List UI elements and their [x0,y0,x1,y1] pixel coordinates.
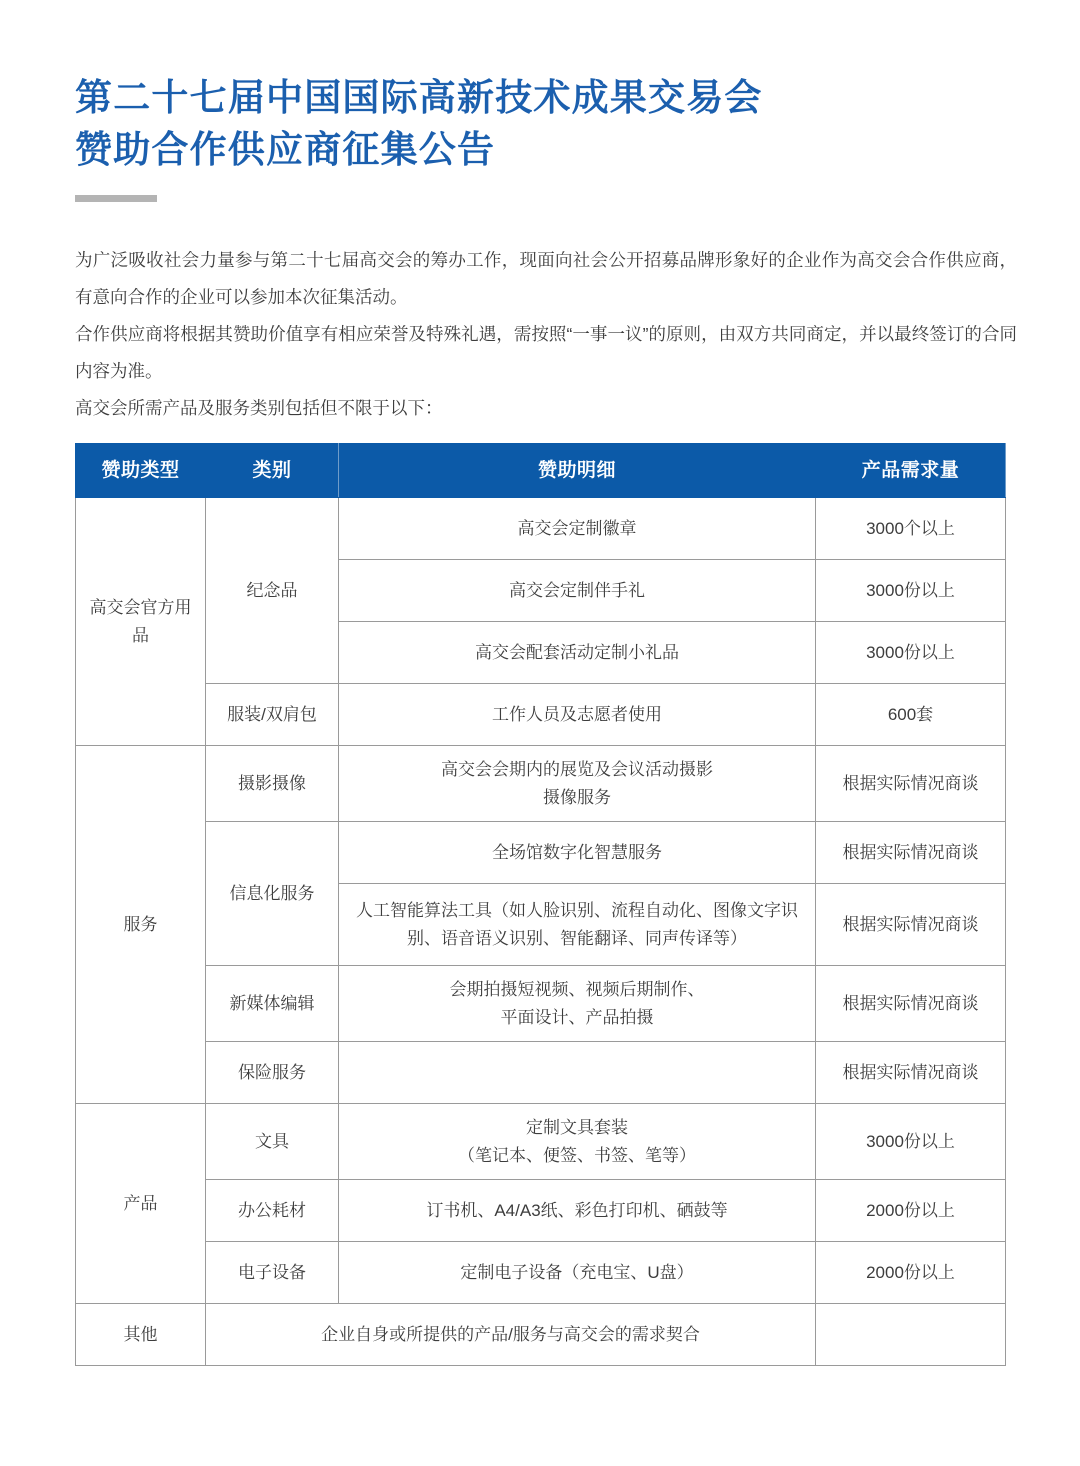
category-cell: 信息化服务 [206,822,339,966]
quantity-cell: 3000份以上 [816,622,1006,684]
sponsor-type-cell: 其他 [76,1304,206,1366]
detail-cell: 定制文具套装 （笔记本、便签、书签、笔等） [339,1104,816,1180]
page-title-line-1: 第二十七届中国国际高新技术成果交易会 [75,77,763,118]
page-title-line-2: 赞助合作供应商征集公告 [75,129,496,170]
sponsorship-table [75,443,1006,1366]
table-body [76,498,1006,1366]
detail-cell: 定制电子设备（充电宝、U盘） [339,1242,816,1304]
category-cell: 摄影摄像 [206,746,339,822]
column-header-sponsor-type: 赞助类型 [76,444,206,498]
sponsor-type-cell: 高交会官方用品 [76,498,206,746]
table-header [76,444,1006,498]
intro-paragraph-3: 高交会所需产品及服务类别包括但不限于以下： [75,398,443,418]
detail-cell [339,1042,816,1104]
column-header-detail: 赞助明细 [339,444,816,498]
category-cell: 服装/双肩包 [206,684,339,746]
detail-cell: 人工智能算法工具（如人脸识别、流程自动化、图像文字识别、语音语义识别、智能翻译、同声传译等） [339,884,816,966]
table-row [76,746,1006,822]
intro-text [75,242,1017,427]
table-row [76,966,1006,1042]
table-row [76,1104,1006,1180]
category-cell: 纪念品 [206,498,339,684]
column-header-category: 类别 [206,444,339,498]
table-row [76,822,1006,884]
quantity-cell: 3000个以上 [816,498,1006,560]
table-row [76,1042,1006,1104]
table-row [76,1180,1006,1242]
detail-cell: 高交会定制伴手礼 [339,560,816,622]
detail-cell: 高交会配套活动定制小礼品 [339,622,816,684]
table-row [76,684,1006,746]
table-row [76,1242,1006,1304]
quantity-cell: 根据实际情况商谈 [816,1042,1006,1104]
category-cell: 办公耗材 [206,1180,339,1242]
detail-cell: 全场馆数字化智慧服务 [339,822,816,884]
sponsor-type-cell: 服务 [76,746,206,1104]
quantity-cell: 3000份以上 [816,1104,1006,1180]
detail-cell: 企业自身或所提供的产品/服务与高交会的需求契合 [206,1304,816,1366]
quantity-cell [816,1304,1006,1366]
quantity-cell: 3000份以上 [816,560,1006,622]
quantity-cell: 600套 [816,684,1006,746]
quantity-cell: 根据实际情况商谈 [816,822,1006,884]
page-title [75,72,1015,202]
quantity-cell: 2000份以上 [816,1242,1006,1304]
detail-cell: 高交会定制徽章 [339,498,816,560]
column-header-quantity: 产品需求量 [816,444,1006,498]
detail-cell: 会期拍摄短视频、视频后期制作、 平面设计、产品拍摄 [339,966,816,1042]
table-header-row [76,444,1006,498]
quantity-cell: 根据实际情况商谈 [816,746,1006,822]
detail-cell: 工作人员及志愿者使用 [339,684,816,746]
sponsor-type-cell: 产品 [76,1104,206,1304]
intro-paragraph-1: 为广泛吸收社会力量参与第二十七届高交会的筹办工作，现面向社会公开招募品牌形象好的企业作为高交会合作供应商，有意向合作的企业可以参加本次征集活动。 [75,250,1017,307]
table-row [76,498,1006,560]
category-cell: 新媒体编辑 [206,966,339,1042]
table-row [76,1304,1006,1366]
intro-paragraph-2: 合作供应商将根据其赞助价值享有相应荣誉及特殊礼遇，需按照“一事一议”的原则，由双方共同商定，并以最终签订的合同内容为准。 [75,324,1017,381]
detail-cell: 订书机、A4/A3纸、彩色打印机、硒鼓等 [339,1180,816,1242]
quantity-cell: 根据实际情况商谈 [816,966,1006,1042]
quantity-cell: 根据实际情况商谈 [816,884,1006,966]
sponsorship-table-container [75,443,1005,1366]
quantity-cell: 2000份以上 [816,1180,1006,1242]
detail-cell: 高交会会期内的展览及会议活动摄影 摄像服务 [339,746,816,822]
category-cell: 文具 [206,1104,339,1180]
title-divider [75,195,157,202]
category-cell: 电子设备 [206,1242,339,1304]
category-cell: 保险服务 [206,1042,339,1104]
